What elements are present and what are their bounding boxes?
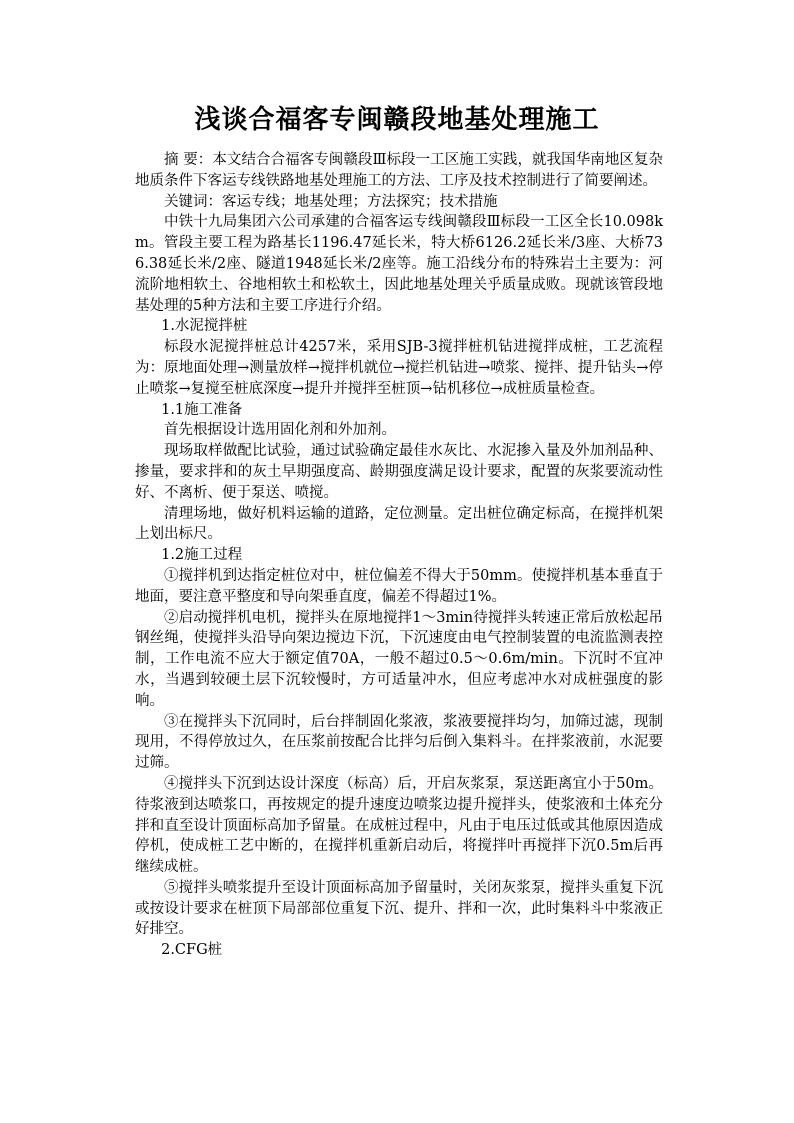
abstract-paragraph: 摘 要：本文结合合福客专闽赣段Ⅲ标段一工区施工实践，就我国华南地区复杂地质条件下客运专线铁路地基处理施工的方法、工序及技术控制进行了简要阐述。 — [135, 152, 663, 189]
intro-paragraph: 中铁十九局集团六公司承建的合福客运专线闽赣段Ⅲ标段一工区全长10.098km。管段主要工程为路基长1196.47延长米，特大桥6126.2延长米/3座、大桥736.38延长米/2座、隧道1948延长米/2座等。施工沿线分布的特殊岩土主要为：河流阶地相软土、谷地相软土和松软土，因此地基处理关乎质量成败。现就该管段地基处理的5种方法和主要工序进行介绍。 — [135, 214, 663, 314]
section-heading-1-2: 1.2施工过程 — [161, 547, 243, 564]
step-2-paragraph: ②启动搅拌机电机，搅拌头在原地搅拌1～3min待搅拌头转速正常后放松起吊钢丝绳，使搅拌头沿导向架边搅边下沉，下沉速度由电气控制装置的电流监测表控制，工作电流不应大于额定值70A，一般不超过0.5～0.6m/min。下沉时不宜冲水，当遇到较硬土层下沉较慢时，方可适量冲水，但应考虑冲水对成桩强度的影响。 — [135, 609, 663, 709]
step-4-paragraph: ④搅拌头下沉到达设计深度（标高）后，开启灰浆泵，泵送距离宜小于50m。待浆液到达喷浆口，再按规定的提升速度边喷浆边提升搅拌头，使浆液和土体充分拌和直至设计顶面标高加予留量。在成桩过程中，凡由于电压过低或其他原因造成停机，使成桩工艺中断的，在搅拌机重新启动后，将搅拌叶再搅拌下沉0.5m后再继续成桩。 — [135, 775, 663, 876]
keywords-paragraph: 关键词：客运专线；地基处理；方法探究；技术措施 — [164, 193, 498, 210]
section-heading-2: 2.CFG桩 — [161, 942, 223, 959]
step-1-paragraph: ①搅拌机到达指定桩位对中，桩位偏差不得大于50mm。使搅拌机基本垂直于地面，要注意平整度和导向架垂直度，偏差不得超过1%。 — [135, 567, 663, 605]
step-5-paragraph: ⑤搅拌头喷浆提升至设计顶面标高加予留量时，关闭灰浆泵，搅拌头重复下沉或按设计要求在桩顶下局部部位重复下沉、提升、拌和一次，此时集料斗中浆液正好排空。 — [135, 879, 663, 938]
step-3-paragraph: ③在搅拌头下沉同时，后台拌制固化浆液，浆液要搅拌均匀，加筛过滤，现制现用，不得停放过久，在压浆前按配合比拌匀后倒入集料斗。在拌浆液前，水泥要过筛。 — [135, 713, 663, 772]
section-heading-1-1: 1.1施工准备 — [161, 401, 243, 418]
body-paragraph: 现场取样做配比试验，通过试验确定最佳水灰比、水泥掺入量及外加剂品种、掺量，要求拌和的灰土早期强度高、龄期强度满足设计要求，配置的灰浆要流动性好、不离析、便于泵送、喷搅。 — [135, 443, 663, 501]
body-paragraph: 标段水泥搅拌桩总计4257米，采用SJB-3搅拌桩机钻进搅拌成桩，工艺流程为：原地面处理→测量放样→搅拌机就位→搅拦机钻进→喷浆、搅拌、提升钻头→停止喷浆→复搅至桩底深度→提升并搅拌至桩顶→钻机移位→成桩质量检查。 — [135, 339, 663, 397]
document-title: 浅谈合福客专闽赣段地基处理施工 — [194, 105, 600, 135]
section-heading-1: 1.水泥搅拌桩 — [161, 318, 248, 335]
body-paragraph: 清理场地，做好机料运输的道路，定位测量。定出桩位确定标高，在搅拌机架上划出标尺。 — [135, 505, 663, 543]
document-body — [135, 150, 663, 961]
body-paragraph: 首先根据设计选用固化剂和外加剂。 — [164, 422, 396, 439]
